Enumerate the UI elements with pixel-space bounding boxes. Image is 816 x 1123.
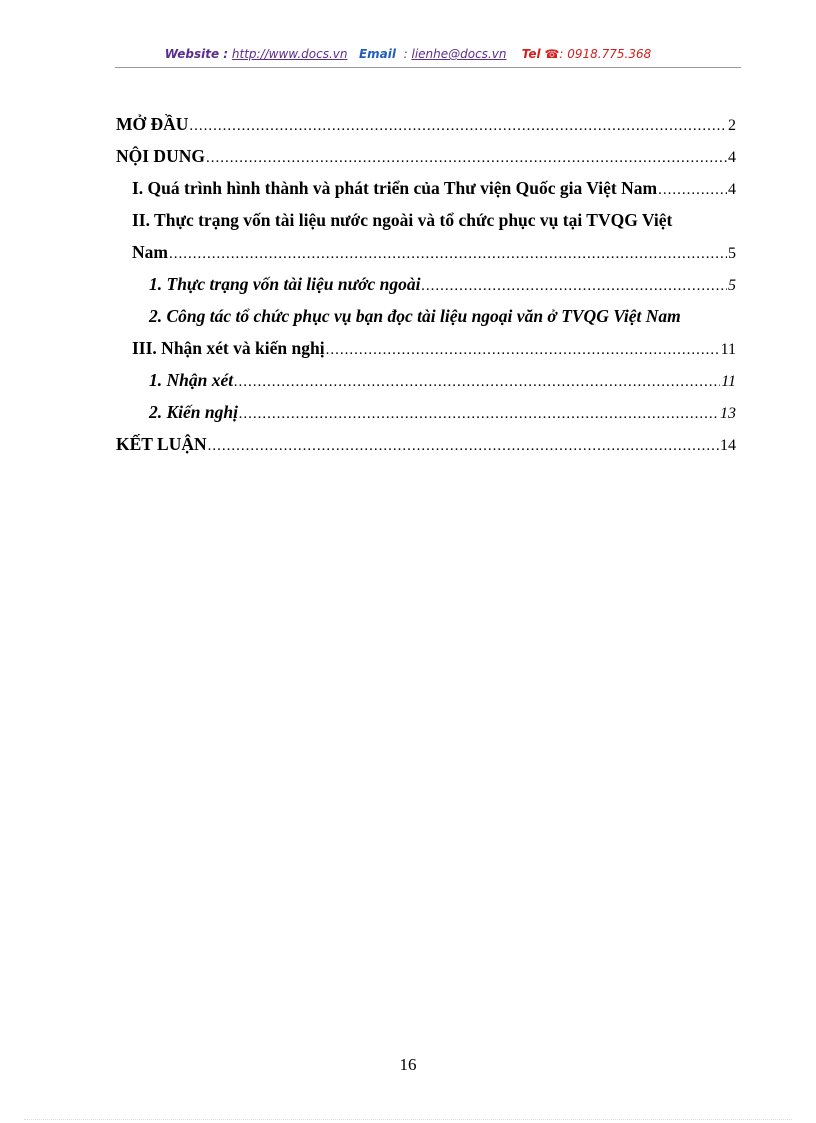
- page-header: [0, 47, 816, 61]
- toc-entry-title: Nam: [132, 242, 168, 262]
- header-divider: [115, 67, 741, 68]
- toc-leader: [658, 174, 727, 206]
- toc-entry-title: 1. Nhận xét: [149, 370, 234, 390]
- toc-entry-section-3[interactable]: [116, 332, 736, 364]
- toc-entry-page: 4: [728, 149, 736, 166]
- toc-entry-title: NỘI DUNG: [116, 146, 205, 166]
- email-label: Email: [358, 47, 396, 61]
- toc-entry-page: 13: [720, 405, 736, 422]
- toc-entry-noi-dung[interactable]: [116, 140, 736, 172]
- toc-entry-mo-dau[interactable]: [116, 108, 736, 140]
- website-link[interactable]: http://www.docs.vn: [231, 47, 348, 61]
- toc-leader: [169, 238, 727, 270]
- toc-entry-section-3-1[interactable]: [116, 364, 736, 396]
- toc-entry-title: 2. Kiến nghị: [149, 402, 238, 422]
- toc-entry-page: 11: [721, 373, 736, 390]
- toc-entry-ket-luan[interactable]: [116, 428, 736, 460]
- toc-leader: [234, 366, 720, 398]
- toc-entry-section-2-line1[interactable]: II. Thực trạng vốn tài liệu nước ngoài và tổ chức phục vụ tại TVQG Việt: [132, 210, 673, 230]
- tel-value: : 0918.775.368: [559, 47, 652, 61]
- email-link[interactable]: lienhe@docs.vn: [411, 47, 507, 61]
- toc-entry-title: 1. Thực trạng vốn tài liệu nước ngoài: [149, 274, 421, 294]
- toc-leader: [239, 398, 719, 430]
- table-of-contents: [116, 108, 736, 460]
- toc-leader: [206, 142, 727, 174]
- phone-icon: ☎: [544, 47, 560, 61]
- toc-entry-title: MỞ ĐẦU: [116, 114, 189, 134]
- toc-entry-page: 14: [720, 437, 736, 454]
- toc-entry-title: III. Nhận xét và kiến nghị: [132, 338, 325, 358]
- toc-entry-section-3-2[interactable]: [116, 396, 736, 428]
- tel-label: Tel: [521, 47, 541, 61]
- toc-entry-section-1[interactable]: [116, 172, 736, 204]
- toc-entry-page: 2: [728, 117, 736, 134]
- email-separator: :: [403, 47, 408, 61]
- toc-leader: [189, 110, 727, 142]
- toc-entry-section-2-1[interactable]: [116, 268, 736, 300]
- toc-entry-page: 11: [720, 341, 736, 358]
- toc-entry-section-2-2[interactable]: [116, 300, 736, 332]
- toc-leader: [326, 334, 720, 366]
- toc-entry-title: I. Quá trình hình thành và phát triển của Thư viện Quốc gia Việt Nam: [132, 178, 658, 198]
- toc-leader: [208, 430, 719, 462]
- page-number: 16: [399, 1055, 417, 1074]
- website-label: Website :: [164, 47, 229, 61]
- toc-entry-page: 5: [728, 245, 736, 262]
- toc-leader: [422, 270, 728, 302]
- toc-entry-title: KẾT LUẬN: [116, 434, 207, 454]
- page-bottom-border: [24, 1119, 792, 1120]
- toc-entry-page: 5: [728, 277, 736, 294]
- toc-entry-page: 4: [728, 181, 736, 198]
- toc-entry-title: 2. Công tác tổ chức phục vụ bạn đọc tài liệu ngoại văn ở TVQG Việt Nam: [149, 306, 681, 326]
- toc-entry-section-2[interactable]: [116, 236, 736, 268]
